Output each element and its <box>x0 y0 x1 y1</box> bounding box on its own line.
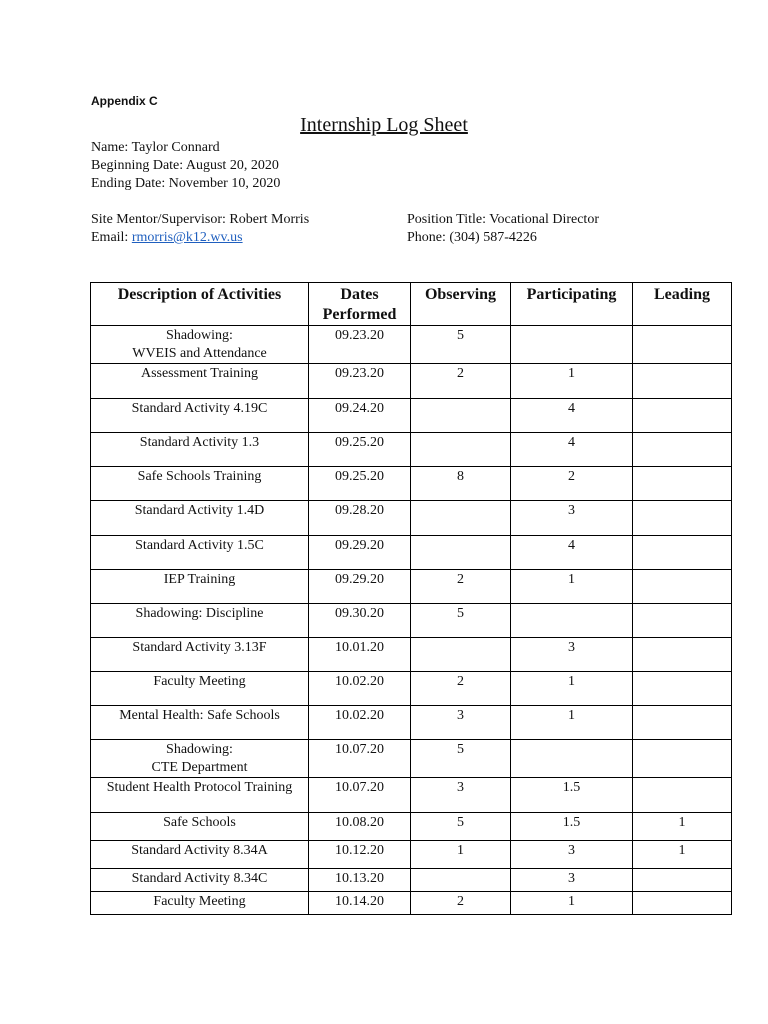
date-cell: 09.24.20 <box>309 399 411 433</box>
info-row-mentor <box>91 211 599 229</box>
observing-cell: 5 <box>411 813 511 841</box>
desc-cell: Standard Activity 8.34A <box>91 841 309 869</box>
observing-cell: 8 <box>411 467 511 501</box>
table-row <box>91 364 732 399</box>
table-row <box>91 433 732 467</box>
observing-cell: 2 <box>411 672 511 706</box>
desc-cell: Shadowing: WVEIS and Attendance <box>91 326 309 364</box>
desc-cell: IEP Training <box>91 570 309 604</box>
observing-cell: 3 <box>411 778 511 813</box>
date-cell: 10.01.20 <box>309 638 411 672</box>
observing-cell <box>411 501 511 536</box>
appendix-label: Appendix C <box>91 94 158 108</box>
desc-cell: Safe Schools <box>91 813 309 841</box>
header-dates: Dates Performed <box>309 283 411 326</box>
mentor-text: Site Mentor/Supervisor: Robert Morris <box>91 212 310 227</box>
date-cell: 10.02.20 <box>309 672 411 706</box>
date-cell: 09.25.20 <box>309 467 411 501</box>
position-title: Position Title: Vocational Director <box>407 212 599 227</box>
participating-cell: 1 <box>511 570 633 604</box>
desc-cell: Standard Activity 4.19C <box>91 399 309 433</box>
date-cell: 10.02.20 <box>309 706 411 740</box>
participating-cell: 4 <box>511 433 633 467</box>
table-row <box>91 536 732 570</box>
participating-cell: 3 <box>511 501 633 536</box>
desc-cell: Shadowing: Discipline <box>91 604 309 638</box>
observing-cell: 5 <box>411 740 511 778</box>
table-row <box>91 501 732 536</box>
leading-cell <box>633 706 732 740</box>
participating-cell: 1 <box>511 706 633 740</box>
observing-cell: 2 <box>411 364 511 399</box>
date-cell: 09.23.20 <box>309 326 411 364</box>
leading-cell <box>633 467 732 501</box>
date-cell: 09.30.20 <box>309 604 411 638</box>
observing-cell <box>411 638 511 672</box>
table-row <box>91 778 732 813</box>
participating-cell: 4 <box>511 399 633 433</box>
observing-cell <box>411 536 511 570</box>
participating-cell: 1.5 <box>511 778 633 813</box>
leading-cell <box>633 740 732 778</box>
leading-cell <box>633 326 732 364</box>
leading-cell <box>633 570 732 604</box>
table-row <box>91 638 732 672</box>
observing-cell: 2 <box>411 570 511 604</box>
page-title: Internship Log Sheet <box>300 114 468 136</box>
leading-cell <box>633 501 732 536</box>
date-cell: 10.13.20 <box>309 869 411 892</box>
observing-cell <box>411 433 511 467</box>
info-name: Name: Taylor Connard <box>91 140 220 155</box>
leading-cell <box>633 433 732 467</box>
log-table <box>90 282 732 915</box>
observing-cell: 5 <box>411 326 511 364</box>
table-row <box>91 892 732 915</box>
leading-cell <box>633 604 732 638</box>
desc-cell: Safe Schools Training <box>91 467 309 501</box>
table-row <box>91 326 732 364</box>
table-row <box>91 740 732 778</box>
phone-text: Phone: (304) 587-4226 <box>407 230 537 245</box>
email-link[interactable]: rmorris@k12.wv.us <box>131 230 243 245</box>
participating-cell: 1 <box>511 672 633 706</box>
date-cell: 10.14.20 <box>309 892 411 915</box>
date-cell: 10.12.20 <box>309 841 411 869</box>
desc-cell: Standard Activity 1.4D <box>91 501 309 536</box>
header-description: Description of Activities <box>91 283 309 326</box>
date-cell: 09.25.20 <box>309 433 411 467</box>
table-row <box>91 604 732 638</box>
date-cell: 09.29.20 <box>309 536 411 570</box>
header-leading: Leading <box>633 283 732 326</box>
table-header-row <box>91 283 732 326</box>
desc-cell: Standard Activity 1.5C <box>91 536 309 570</box>
table-row <box>91 869 732 892</box>
table-row <box>91 813 732 841</box>
participating-cell: 1 <box>511 892 633 915</box>
leading-cell <box>633 364 732 399</box>
participating-cell: 2 <box>511 467 633 501</box>
info-row-email <box>91 229 537 247</box>
participating-cell <box>511 740 633 778</box>
leading-cell <box>633 672 732 706</box>
header-participating: Participating <box>511 283 633 326</box>
observing-cell: 5 <box>411 604 511 638</box>
info-beginning-date: Beginning Date: August 20, 2020 <box>91 158 279 173</box>
observing-cell <box>411 399 511 433</box>
table-row <box>91 570 732 604</box>
leading-cell: 1 <box>633 813 732 841</box>
participating-cell: 3 <box>511 638 633 672</box>
participating-cell: 4 <box>511 536 633 570</box>
table-body <box>91 326 732 915</box>
participating-cell: 3 <box>511 869 633 892</box>
table-row <box>91 841 732 869</box>
observing-cell: 3 <box>411 706 511 740</box>
desc-cell: Standard Activity 3.13F <box>91 638 309 672</box>
leading-cell: 1 <box>633 841 732 869</box>
table-row <box>91 467 732 501</box>
participating-cell <box>511 604 633 638</box>
header-observing: Observing <box>411 283 511 326</box>
desc-cell: Standard Activity 1.3 <box>91 433 309 467</box>
participating-cell <box>511 326 633 364</box>
desc-cell: Faculty Meeting <box>91 672 309 706</box>
date-cell: 10.08.20 <box>309 813 411 841</box>
date-cell: 10.07.20 <box>309 778 411 813</box>
participating-cell: 1.5 <box>511 813 633 841</box>
email-label: Email: <box>91 230 132 245</box>
date-cell: 10.07.20 <box>309 740 411 778</box>
observing-cell: 2 <box>411 892 511 915</box>
observing-cell <box>411 869 511 892</box>
info-ending-date: Ending Date: November 10, 2020 <box>91 176 281 191</box>
desc-cell: Assessment Training <box>91 364 309 399</box>
desc-cell: Mental Health: Safe Schools <box>91 706 309 740</box>
date-cell: 09.23.20 <box>309 364 411 399</box>
leading-cell <box>633 778 732 813</box>
date-cell: 09.29.20 <box>309 570 411 604</box>
leading-cell <box>633 399 732 433</box>
participating-cell: 3 <box>511 841 633 869</box>
desc-cell: Faculty Meeting <box>91 892 309 915</box>
leading-cell <box>633 892 732 915</box>
date-cell: 09.28.20 <box>309 501 411 536</box>
desc-cell: Student Health Protocol Training <box>91 778 309 813</box>
leading-cell <box>633 869 732 892</box>
desc-cell: Shadowing: CTE Department <box>91 740 309 778</box>
table-row <box>91 706 732 740</box>
table-row <box>91 399 732 433</box>
participating-cell: 1 <box>511 364 633 399</box>
table-row <box>91 672 732 706</box>
leading-cell <box>633 638 732 672</box>
observing-cell: 1 <box>411 841 511 869</box>
leading-cell <box>633 536 732 570</box>
desc-cell: Standard Activity 8.34C <box>91 869 309 892</box>
